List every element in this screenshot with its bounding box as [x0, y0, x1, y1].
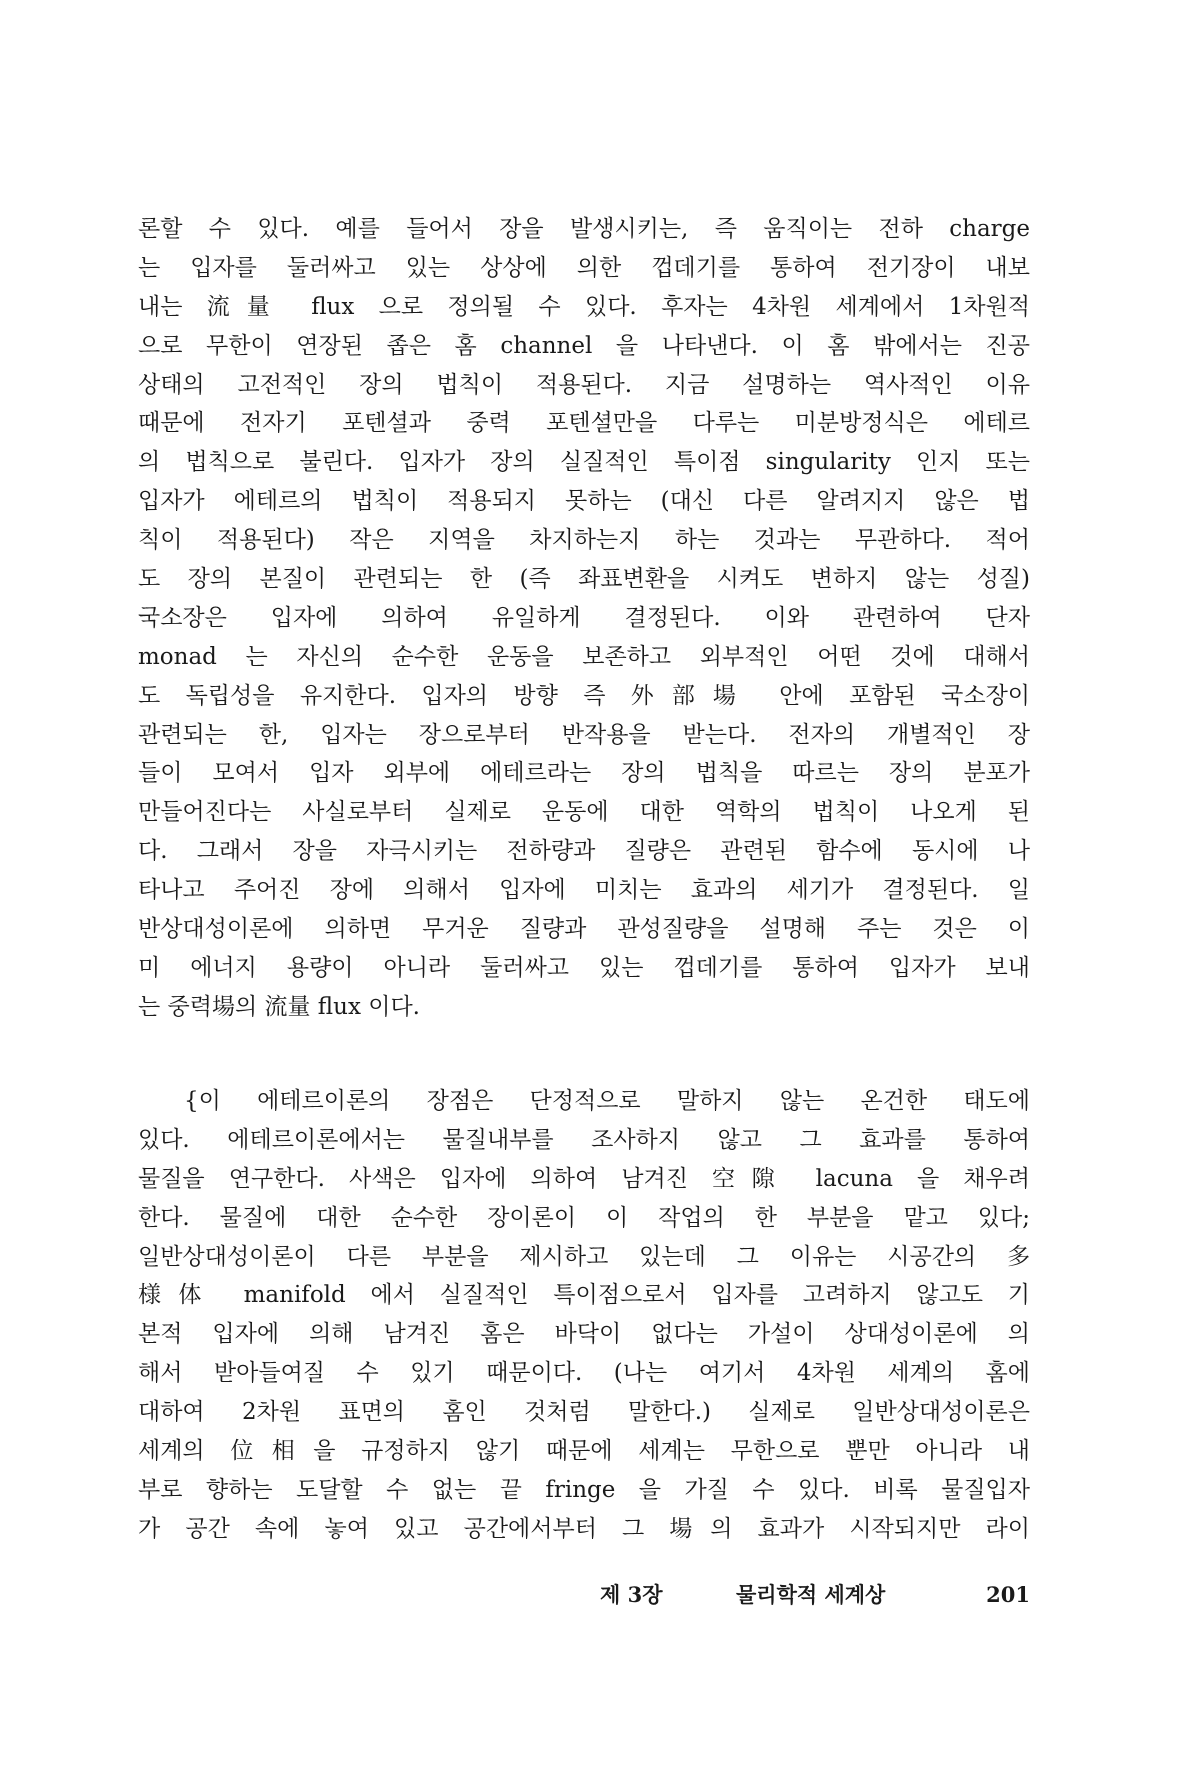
text-line: 칙이 적용된다) 작은 지역을 차지하는지 하는 것과는 무관하다. 적어: [138, 527, 1030, 554]
text-line: 내는 流量 flux 으로 정의될 수 있다. 후자는 4차원 세계에서 1차원적: [138, 293, 1030, 320]
text-line: 입자가 에테르의 법칙이 적용되지 못하는 (대신 다른 알려지지 않은 법: [138, 488, 1030, 515]
text-line: 들이 모여서 입자 외부에 에테르라는 장의 법칙을 따르는 장의 분포가: [138, 760, 1030, 787]
text-line: 대하여 2차원 표면의 홈인 것처럼 말한다.) 실제로 일반상대성이론은: [138, 1399, 1030, 1426]
text-line: {이 에테르이론의 장점은 단정적으로 말하지 않는 온건한 태도에: [184, 1088, 1030, 1114]
text-line: 만들어진다는 사실로부터 실제로 운동에 대한 역학의 법칙이 나오게 된: [138, 799, 1030, 826]
text-line: 도 장의 본질이 관련되는 한 (즉 좌표변환을 시켜도 변하지 않는 성질): [138, 566, 1030, 593]
page-footer: [600, 1578, 1030, 1612]
paragraph-2: [138, 1082, 1030, 1549]
text-line: 일반상대성이론이 다른 부분을 제시하고 있는데 그 이유는 시공간의 多: [138, 1243, 1030, 1270]
text-line: 반상대성이론에 의하면 무거운 질량과 관성질량을 설명해 주는 것은 이: [138, 916, 1030, 943]
text-line: 해서 받아들여질 수 있기 때문이다. (나는 여기서 4차원 세계의 홈에: [138, 1360, 1030, 1387]
text-line: 국소장은 입자에 의하여 유일하게 결정된다. 이와 관련하여 단자: [138, 604, 1030, 631]
text-line: 세계의 位相을 규정하지 않기 때문에 세계는 무한으로 뿐만 아니라 내: [138, 1438, 1030, 1465]
text-line: 도 독립성을 유지한다. 입자의 방향 즉 外部場 안에 포함된 국소장이: [138, 682, 1030, 709]
text-line: 으로 무한이 연장된 좁은 홈 channel 을 나타낸다. 이 홈 밖에서는 진공: [138, 332, 1030, 359]
chapter-label: 제 3장: [600, 1582, 663, 1607]
text-line: 상태의 고전적인 장의 법칙이 적용된다. 지금 설명하는 역사적인 이유: [138, 371, 1030, 398]
text-line: 부로 향하는 도달할 수 없는 끝 fringe 을 가질 수 있다. 비록 물질입자: [138, 1476, 1030, 1503]
text-line: 한다. 물질에 대한 순수한 장이론이 이 작업의 한 부분을 맡고 있다;: [138, 1204, 1030, 1231]
text-line: 때문에 전자기 포텐셜과 중력 포텐셜만을 다루는 미분방정식은 에테르: [138, 410, 1030, 437]
text-line: 는 입자를 둘러싸고 있는 상상에 의한 껍데기를 통하여 전기장이 내보: [138, 254, 1030, 281]
page-number: 201: [986, 1582, 1030, 1607]
text-line: 의 법칙으로 불린다. 입자가 장의 실질적인 특이점 singularity 인지 또는: [138, 449, 1030, 476]
text-line: 다. 그래서 장을 자극시키는 전하량과 질량은 관련된 함수에 동시에 나: [138, 838, 1030, 865]
text-line: 론할 수 있다. 예를 들어서 장을 발생시키는, 즉 움직이는 전하 charge: [138, 216, 1030, 242]
text-line: 미 에너지 용량이 아니라 둘러싸고 있는 껍데기를 통하여 입자가 보내: [138, 954, 1030, 981]
text-line: 본적 입자에 의해 남겨진 홈은 바닥이 없다는 가설이 상대성이론에 의: [138, 1321, 1030, 1348]
text-line: 는 중력場의 流量 flux 이다.: [138, 993, 420, 1020]
text-line: monad 는 자신의 순수한 운동을 보존하고 외부적인 어떤 것에 대해서: [138, 643, 1030, 670]
paragraph-1: [138, 210, 1030, 1027]
text-line: 관련되는 한, 입자는 장으로부터 반작용을 받는다. 전자의 개별적인 장: [138, 721, 1030, 748]
text-line: 様体 manifold 에서 실질적인 특이점으로서 입자를 고려하지 않고도 기: [138, 1282, 1030, 1309]
text-line: 물질을 연구한다. 사색은 입자에 의하여 남겨진 空隙 lacuna 을 채우려: [138, 1165, 1030, 1192]
text-line: 타나고 주어진 장에 의해서 입자에 미치는 효과의 세기가 결정된다. 일: [138, 877, 1030, 904]
chapter-title: 물리학적 세계상: [736, 1582, 886, 1607]
text-line: 가 공간 속에 놓여 있고 공간에서부터 그 場의 효과가 시작되지만 라이: [138, 1515, 1030, 1542]
text-line: 있다. 에테르이론에서는 물질내부를 조사하지 않고 그 효과를 통하여: [138, 1126, 1030, 1153]
